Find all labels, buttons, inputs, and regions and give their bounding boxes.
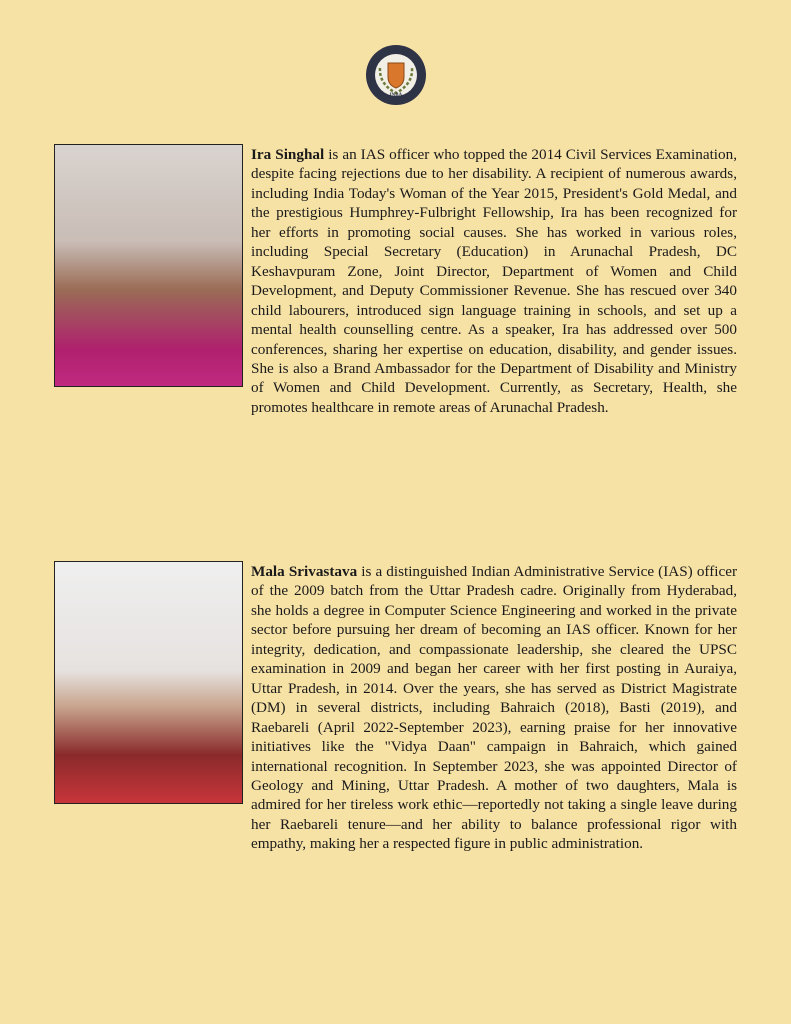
mala-srivastava-bio <box>251 562 737 854</box>
svg-text:INBA: INBA <box>389 93 403 98</box>
inba-logo <box>365 44 427 106</box>
ira-singhal-photo <box>54 144 243 387</box>
profile-name: Mala Srivastava <box>251 563 358 580</box>
profile-bio-text: is an IAS officer who topped the 2014 Civil Services Examination, despite facing rejections due to her disability. A recipient of numerous awards, including India Today's Woman of the Year 2015, President's Gold Medal, and the prestigious Humphrey-Fulbright Fellowship, Ira has been recognized for her efforts in promoting social causes. She has worked in various roles, including Special Secretary (Education) in Arunachal Pradesh, DC Keshavpuram Zone, Joint Director, Department of Women and Child Development, and Deputy Commissioner Revenue. She has rescued over 340 child labourers, introduced sign language training in schools, and set up a mental health counselling centre. As a speaker, Ira has addressed over 500 conferences, sharing her expertise on education, disability, and gender issues. She is also a Brand Ambassador for the Department of Disability and Ministry of Women and Child Development. Currently, as Secretary, Health, she promotes healthcare in remote areas of Arunachal Pradesh. <box>251 146 737 416</box>
profile-bio-text: is a distinguished Indian Administrative Service (IAS) officer of the 2009 batch from the Uttar Pradesh cadre. Originally from Hyderabad, she holds a degree in Computer Science Engineering and worked in the private sector before pursuing her dream of becoming an IAS officer. Known for her integrity, dedication, and compassionate leadership, she cleared the UPSC examination in 2009 and began her career with her first posting in Auraiya, Uttar Pradesh, in 2014. Over the years, she has served as District Magistrate (DM) in several districts, including Bahraich (2018), Basti (2019), and Raebareli (April 2022-September 2023), earning praise for her innovative initiatives like the "Vidya Daan" campaign in Bahraich, which gained international recognition. In September 2023, she was appointed Director of Geology and Mining, Uttar Pradesh. A mother of two daughters, Mala is admired for her tireless work ethic—reportedly not taking a single leave during her Raebareli tenure—and her ability to balance professional rigor with empathy, making her a respected figure in public administration. <box>251 563 738 853</box>
mala-srivastava-photo <box>54 561 243 804</box>
ira-singhal-bio <box>251 145 737 417</box>
profile-name: Ira Singhal <box>251 146 325 163</box>
